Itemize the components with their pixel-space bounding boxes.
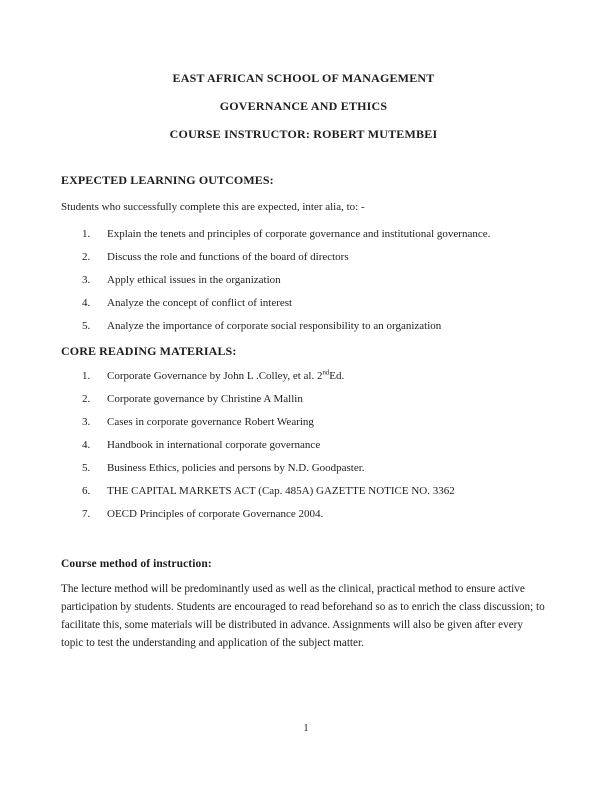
list-text: Business Ethics, policies and persons by N.D. Goodpaster. xyxy=(107,462,365,474)
list-number: 1. xyxy=(82,228,91,240)
list-item xyxy=(82,411,546,434)
list-item xyxy=(82,315,546,338)
list-item xyxy=(82,480,546,503)
list-text: Analyze the importance of corporate social responsibility to an organization xyxy=(107,320,442,332)
list-number: 3. xyxy=(82,274,91,286)
list-item xyxy=(82,457,546,480)
reading-section-heading: CORE READING MATERIALS: xyxy=(61,344,237,358)
list-text: Handbook in international corporate governance xyxy=(107,439,321,451)
header-course-title: GOVERNANCE AND ETHICS xyxy=(219,99,388,113)
list-item xyxy=(82,434,546,457)
list-text: Apply ethical issues in the organization xyxy=(107,274,281,286)
list-item xyxy=(82,223,546,246)
page-number: 1 xyxy=(303,722,309,734)
list-number: 5. xyxy=(82,320,91,332)
list-item xyxy=(82,388,546,411)
outcomes-list xyxy=(82,223,546,338)
list-item xyxy=(82,503,546,526)
document-header xyxy=(61,64,546,148)
outcomes-intro-text: Students who successfully complete this are expected, inter alia, to: - xyxy=(61,201,365,213)
list-number: 2. xyxy=(82,393,91,405)
list-item xyxy=(82,269,546,292)
list-number: 1. xyxy=(82,370,91,382)
list-text: OECD Principles of corporate Governance 2004. xyxy=(107,508,324,520)
list-text: Corporate Governance by John L .Colley, et al. 2ndEd. xyxy=(107,369,345,382)
list-number: 3. xyxy=(82,416,91,428)
header-instructor: COURSE INSTRUCTOR: ROBERT MUTEMBEI xyxy=(169,127,438,141)
list-text: THE CAPITAL MARKETS ACT (Cap. 485A) GAZETTE NOTICE NO. 3362 xyxy=(107,485,455,497)
list-text: Analyze the concept of conflict of interest xyxy=(107,297,293,309)
reading-list xyxy=(82,365,546,526)
list-number: 4. xyxy=(82,439,91,451)
list-item xyxy=(82,246,546,269)
list-text: Corporate governance by Christine A Mallin xyxy=(107,393,303,405)
list-number: 2. xyxy=(82,251,91,263)
list-item xyxy=(82,292,546,315)
list-text: Discuss the role and functions of the board of directors xyxy=(107,251,349,263)
list-number: 5. xyxy=(82,462,91,474)
list-number: 4. xyxy=(82,297,91,309)
list-text: Cases in corporate governance Robert Wearing xyxy=(107,416,314,428)
header-school-name: EAST AFRICAN SCHOOL OF MANAGEMENT xyxy=(172,71,435,85)
method-section-heading: Course method of instruction: xyxy=(61,558,212,570)
list-number: 6. xyxy=(82,485,91,497)
page-footer xyxy=(0,722,612,734)
outcomes-section-heading: EXPECTED LEARNING OUTCOMES: xyxy=(61,173,274,187)
list-item xyxy=(82,365,546,388)
list-text: Explain the tenets and principles of corporate governance and institutional governance. xyxy=(107,228,491,240)
method-paragraph: The lecture method will be predominantly used as well as the clinical, practical method to ensure active participation by students. Students are encouraged to read beforehand so as to enrich the class discussion; to facilitate this, some materials will be distributed in advance. Assignments will also be given after every topic to test the understanding and application of the subject matter. xyxy=(61,583,545,649)
list-number: 7. xyxy=(82,508,91,520)
